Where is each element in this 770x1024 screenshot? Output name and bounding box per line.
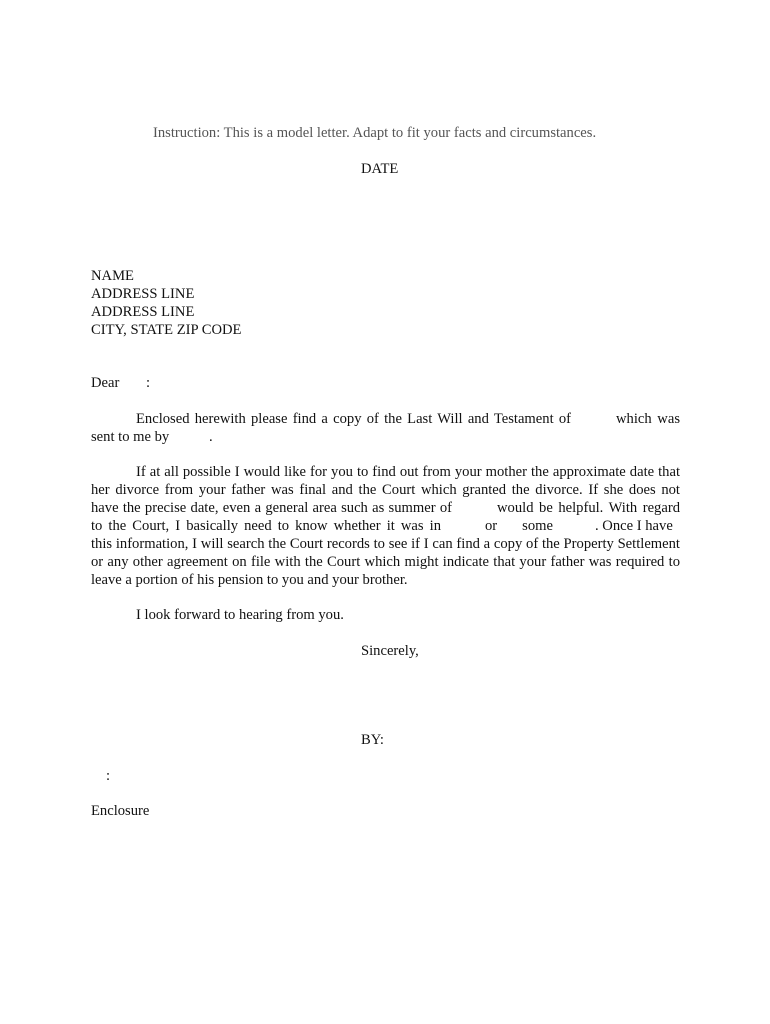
salutation-colon: : [146, 375, 151, 391]
enclosure-note: Enclosure [91, 803, 150, 819]
para2-line1: If at all possible I would like for you to find out from your mother the approximate date that [136, 464, 680, 480]
initials-colon: : [106, 768, 111, 784]
para2-line6: or any other agreement on file with the Court which might indicate that your father was required to [91, 554, 680, 570]
para1-line2a: sent to me by [91, 429, 170, 445]
signature-by: BY: [361, 732, 384, 748]
recipient-address-line-1: ADDRESS LINE [91, 286, 195, 302]
para1-line1a: Enclosed herewith please find a copy of the Last Will and Testament of [136, 411, 571, 427]
recipient-name: NAME [91, 268, 134, 284]
para2-line4a: to the Court, I basically need to know whether it was in [91, 518, 441, 534]
para1-line1b: which was [616, 411, 680, 427]
letter-date: DATE [361, 161, 399, 177]
recipient-city-state-zip: CITY, STATE ZIP CODE [91, 322, 242, 338]
para2-line5: this information, I will search the Court records to see if I can find a copy of the Property Settlement [91, 536, 680, 552]
para2-line4c: . Once I have [595, 518, 673, 534]
para2-line4b: or some [485, 518, 553, 534]
para3: I look forward to hearing from you. [136, 607, 344, 623]
para2-line2: her divorce from your father was final and the Court which granted the divorce. If she does not [91, 482, 680, 498]
salutation: Dear [91, 375, 120, 391]
para2-line3b: would be helpful. With regard [497, 500, 680, 516]
closing: Sincerely, [361, 643, 419, 659]
para1-line2b: . [209, 429, 213, 445]
para2-line3a: have the precise date, even a general area such as summer of [91, 500, 452, 516]
recipient-address-line-2: ADDRESS LINE [91, 304, 195, 320]
para2-line7: leave a portion of his pension to you and your brother. [91, 572, 408, 588]
instruction-note: Instruction: This is a model letter. Adapt to fit your facts and circumstances. [153, 125, 597, 141]
